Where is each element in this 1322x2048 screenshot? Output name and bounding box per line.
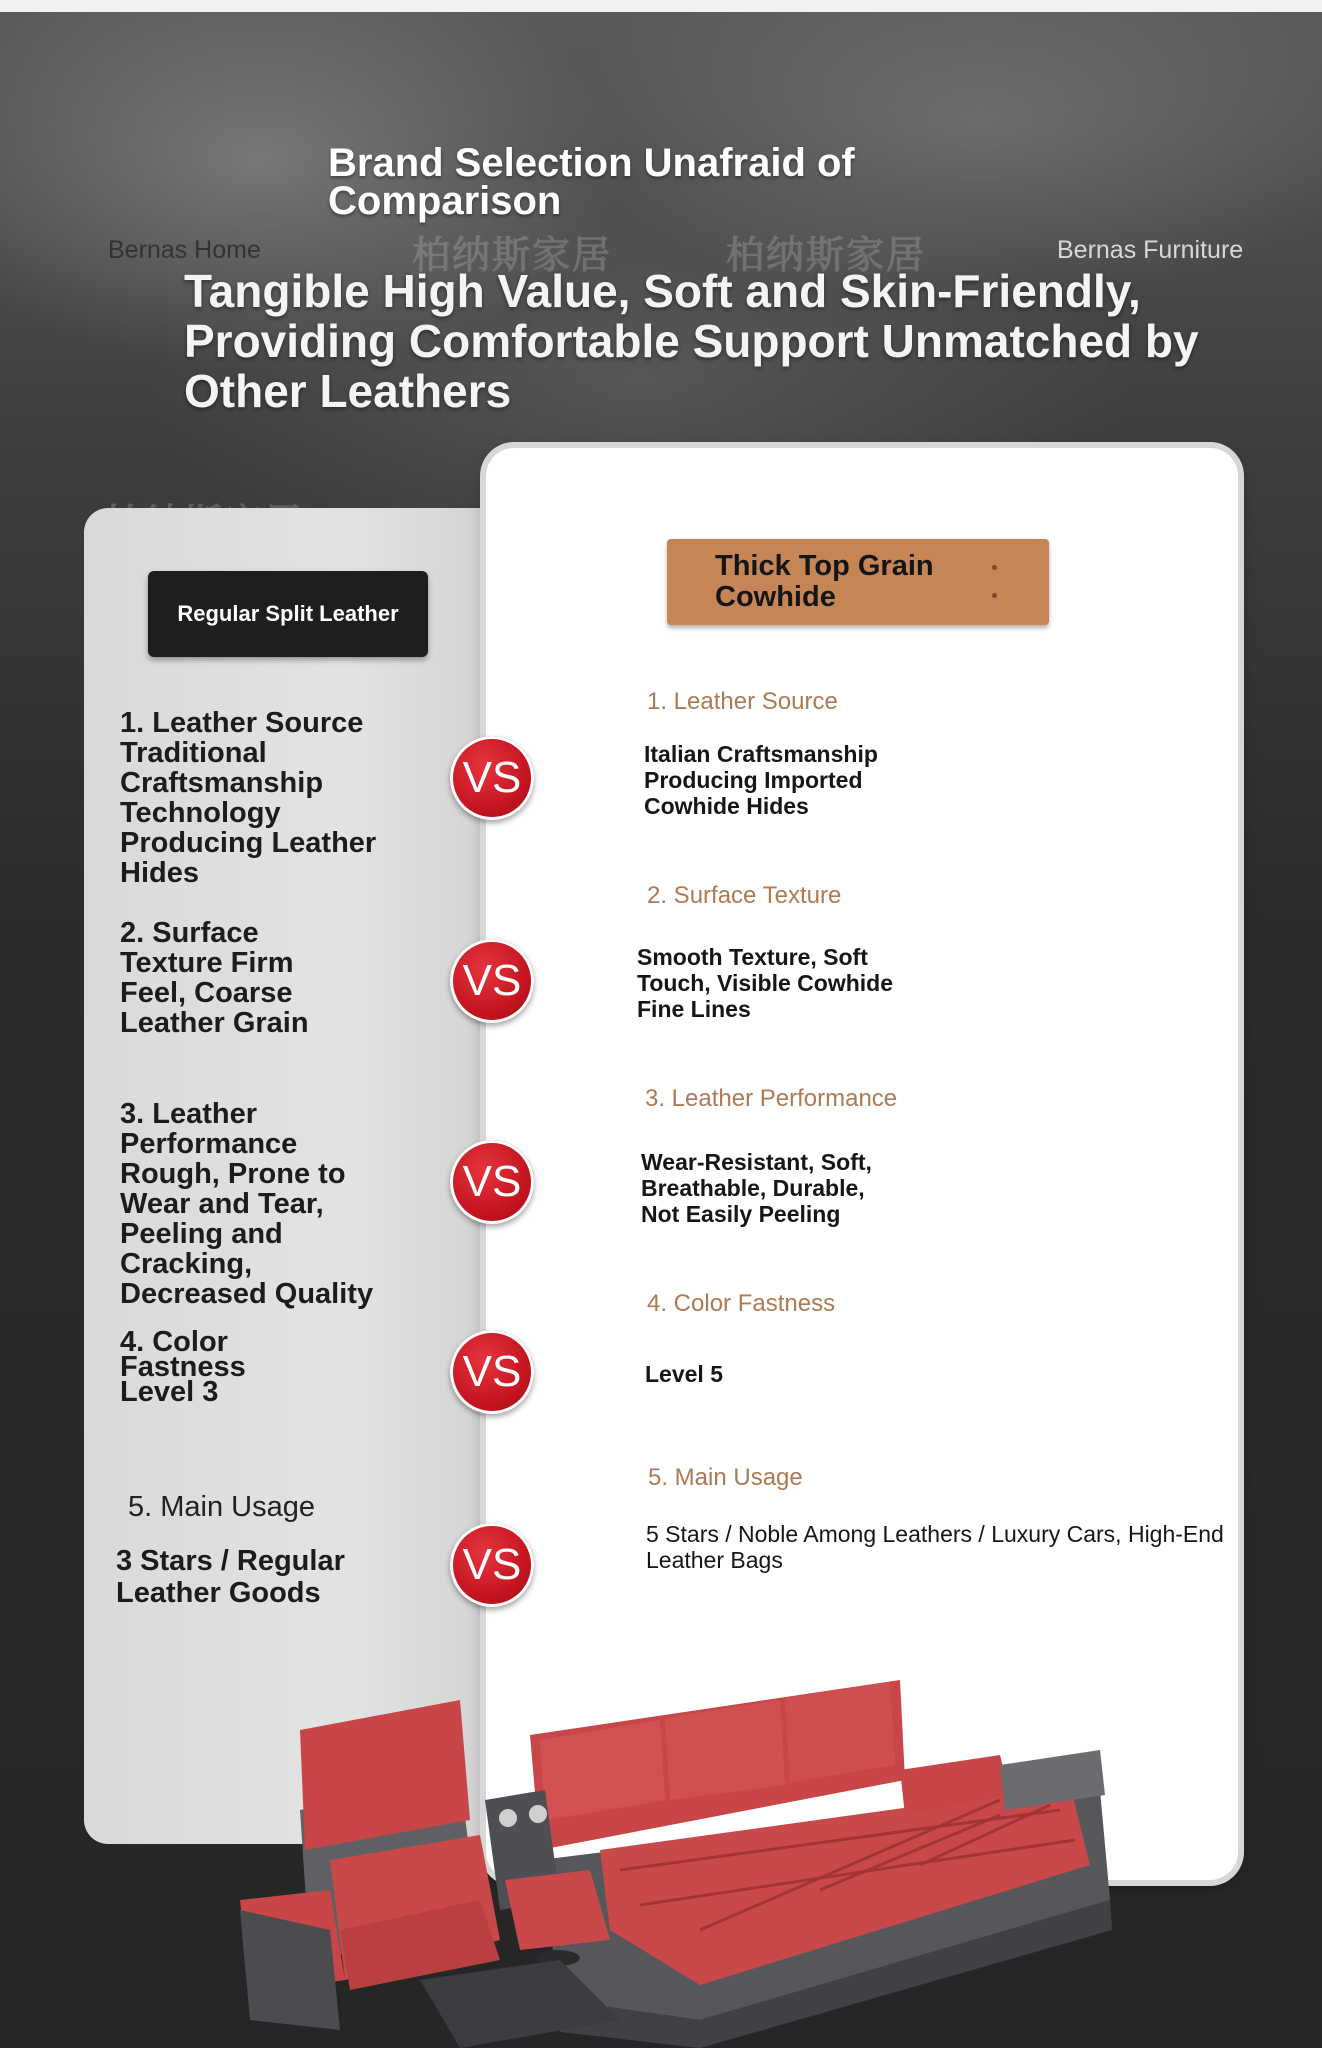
regular-leather-badge: Regular Split Leather [148, 571, 428, 657]
right-text-surface-texture: Smooth Texture, Soft Touch, Visible Cowhide Fine Lines [637, 944, 894, 1022]
vs-badge: VS [450, 736, 534, 820]
vs-badge: VS [450, 1523, 534, 1607]
vs-badge: VS [450, 1330, 534, 1414]
page-title: Brand Selection Unafraid of Comparison [328, 141, 855, 223]
left-item-surface-texture: 2. Surface Texture Firm Feel, Coarse Leather Grain [120, 917, 309, 1039]
top-grain-badge-label: Thick Top Grain Cowhide [715, 550, 934, 613]
left-usage-heading: 5. Main Usage [128, 1491, 315, 1523]
right-heading-color-fastness: 4. Color Fastness [647, 1290, 836, 1317]
page-subtitle: Tangible High Value, Soft and Skin-Friendly, Providing Comfortable Support Unmatched by Other Leathers [184, 265, 1199, 417]
right-text-main-usage: 5 Stars / Noble Among Leathers / Luxury Cars, High-End Leather Bags [646, 1521, 1224, 1573]
left-item-leather-source: 1. Leather Source Traditional Craftsmanship Technology Producing Leather Hides [120, 707, 377, 889]
left-item-leather-performance: 3. Leather Performance Rough, Prone to Wear and Tear, Peeling and Cracking, Decreased Quality [120, 1098, 374, 1310]
right-heading-surface-texture: 2. Surface Texture [647, 882, 842, 909]
right-text-color-fastness: Level 5 [645, 1361, 723, 1387]
brand-label-left: Bernas Home [108, 236, 261, 264]
top-grain-badge [667, 539, 1049, 625]
vs-badge: VS [450, 939, 534, 1023]
watermark: 柏纳斯家居 [412, 235, 613, 277]
left-item-color-fastness: 4. Color Fastness Level 3 [120, 1326, 246, 1408]
right-text-leather-performance: Wear-Resistant, Soft, Breathable, Durable, Not Easily Peeling [641, 1149, 872, 1227]
right-text-leather-source: Italian Craftsmanship Producing Imported Cowhide Hides [644, 741, 878, 819]
vs-badge: VS [450, 1140, 534, 1224]
dot-icon [992, 593, 997, 598]
left-usage-text: 3 Stars / Regular Leather Goods [116, 1545, 345, 1609]
sofa-image [0, 1600, 1322, 2048]
right-heading-main-usage: 5. Main Usage [648, 1464, 803, 1491]
top-bar [0, 0, 1322, 12]
watermark: 柏纳斯家居 [726, 235, 927, 277]
brand-label-right: Bernas Furniture [1057, 236, 1244, 264]
dot-icon [992, 565, 997, 570]
right-heading-leather-source: 1. Leather Source [647, 688, 838, 715]
right-heading-leather-performance: 3. Leather Performance [645, 1085, 898, 1112]
